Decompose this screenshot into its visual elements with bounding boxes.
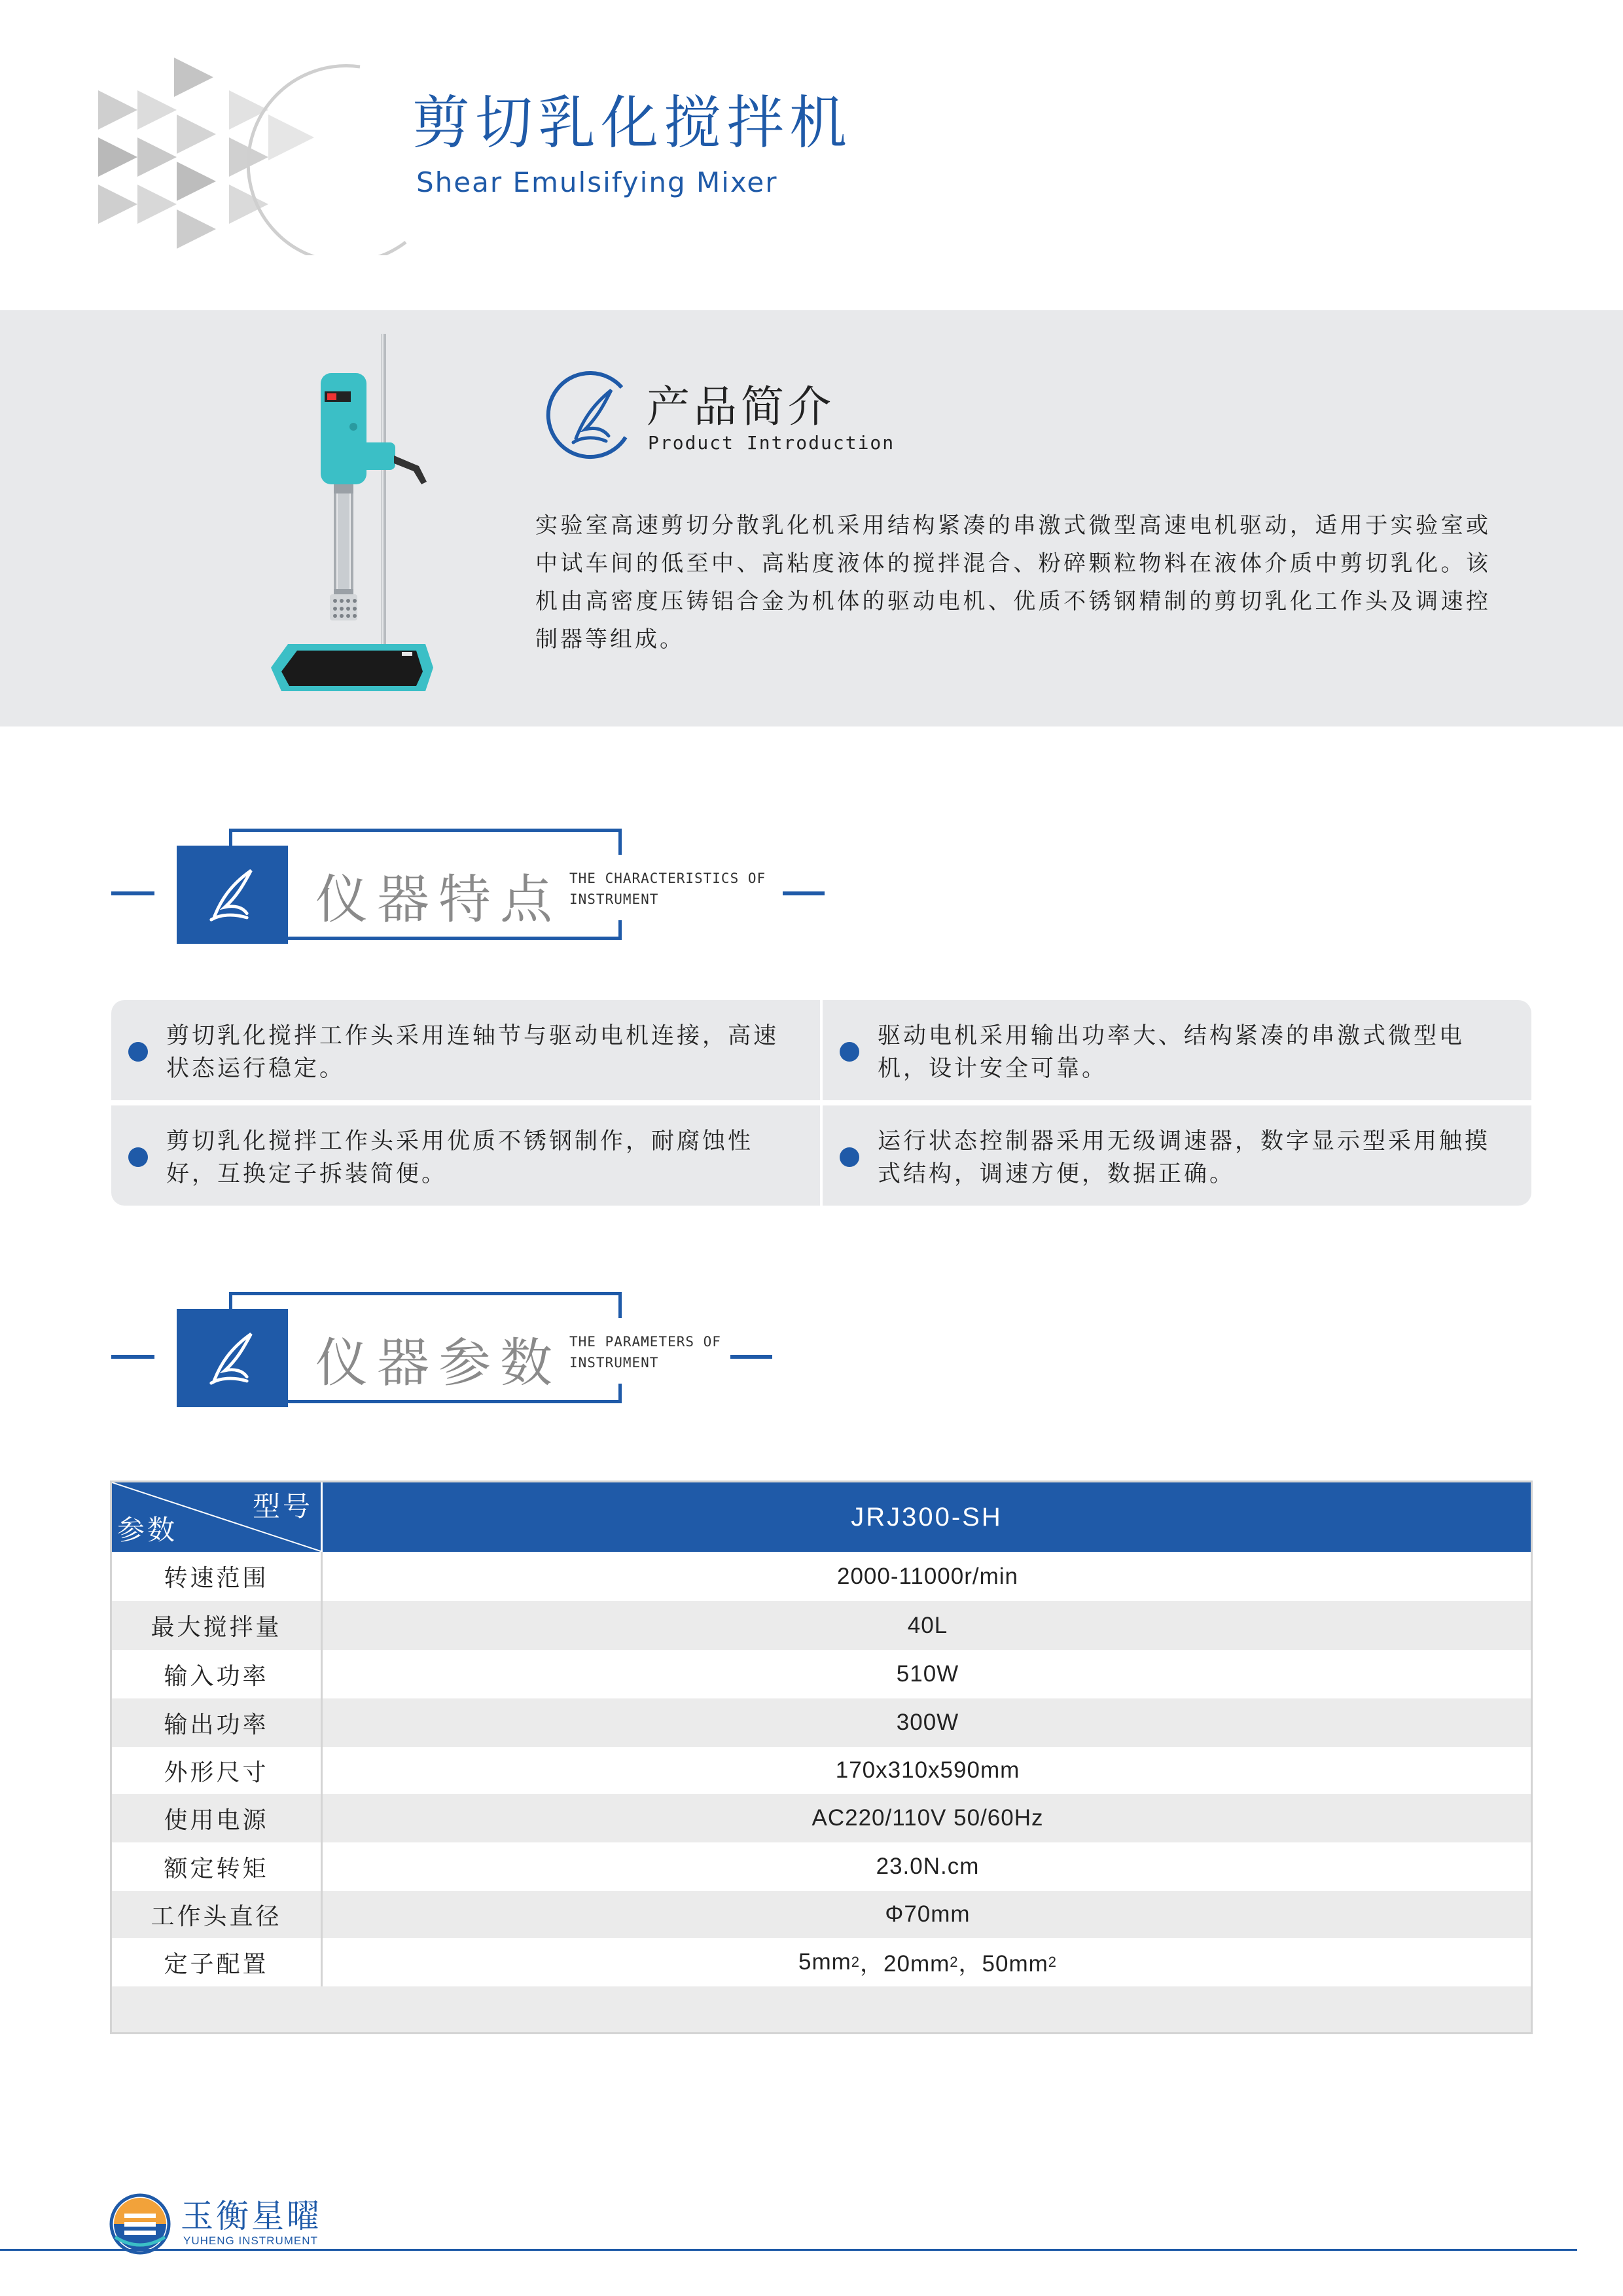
param-value: 510W bbox=[896, 1661, 959, 1687]
section-title: 仪器参数 bbox=[315, 1333, 562, 1393]
param-name: 使用电源 bbox=[112, 1794, 323, 1842]
feature-text: 驱动电机采用输出功率大、结构紧凑的串激式微型电机，设计安全可靠。 bbox=[878, 1023, 1465, 1082]
table-row-empty bbox=[112, 1986, 1531, 2032]
feature-text: 剪切乳化搅拌工作头采用连轴节与驱动电机连接，高速状态运行稳定。 bbox=[166, 1023, 779, 1082]
page-subtitle: Shear Emulsifying Mixer bbox=[416, 166, 778, 198]
table-row bbox=[112, 1938, 1531, 1986]
param-value: Φ70mm bbox=[885, 1901, 971, 1927]
intro-paragraph: 实验室高速剪切分散乳化机采用结构紧凑的串激式微型高速电机驱动，适用于实验室或中试车间的低至中、高粘度液体的搅拌混合、粉碎颗粒物料在液体介质中剪切乳化。该机由高密度压铸铝合金为机体的驱动电机、优质不锈钢精制的剪切乳化工作头及调速控制器等组成。 bbox=[535, 512, 1491, 653]
brand-name: 玉衡星曜 bbox=[181, 2197, 322, 2235]
header-triangle-decoration bbox=[98, 52, 425, 255]
bullet-icon bbox=[128, 1042, 148, 1062]
table-corner-cell bbox=[112, 1482, 323, 1552]
table-row bbox=[112, 1601, 1531, 1650]
param-value: 23.0N.cm bbox=[876, 1854, 980, 1879]
features-grid bbox=[111, 1000, 1531, 1208]
divider-left bbox=[111, 1355, 154, 1359]
param-name: 外形尺寸 bbox=[112, 1747, 323, 1794]
param-name: 工作头直径 bbox=[112, 1891, 323, 1938]
params-table bbox=[110, 1480, 1533, 2034]
section-badge bbox=[177, 1309, 288, 1407]
table-row bbox=[112, 1698, 1531, 1747]
table-header bbox=[112, 1482, 1531, 1552]
param-name: 最大搅拌量 bbox=[112, 1601, 323, 1650]
feature-item bbox=[823, 1105, 1531, 1206]
table-row bbox=[112, 1891, 1531, 1938]
corner-label-params: 参数 bbox=[117, 1514, 178, 1546]
feature-item bbox=[823, 1000, 1531, 1100]
param-value: 5mm 2 ，20mm 2 ，50mm 2 bbox=[798, 1949, 1058, 1977]
params-section-header bbox=[111, 1292, 831, 1423]
divider-right bbox=[783, 891, 825, 895]
param-value: 300W bbox=[896, 1710, 959, 1735]
param-value: AC220/110V 50/60Hz bbox=[812, 1805, 1044, 1831]
feature-text: 剪切乳化搅拌工作头采用优质不锈钢制作，耐腐蚀性好，互换定子拆装简便。 bbox=[166, 1128, 754, 1187]
feature-item bbox=[111, 1000, 820, 1100]
model-name: JRJ300-SH bbox=[851, 1503, 1003, 1532]
divider-right bbox=[730, 1355, 772, 1359]
features-section-header bbox=[111, 829, 831, 960]
section-title-en: THE CHARACTERISTICS OF INSTRUMENT bbox=[569, 868, 792, 910]
bullet-icon bbox=[840, 1042, 859, 1062]
param-name: 输出功率 bbox=[112, 1698, 323, 1747]
section-badge bbox=[177, 846, 288, 944]
table-row bbox=[112, 1794, 1531, 1842]
param-value: 2000-11000r/min bbox=[836, 1563, 1019, 1589]
footer-divider bbox=[0, 2249, 1577, 2251]
feature-item bbox=[111, 1105, 820, 1206]
section-title: 仪器特点 bbox=[315, 869, 562, 930]
page-title: 剪切乳化搅拌机 bbox=[412, 89, 853, 156]
bullet-icon bbox=[128, 1147, 148, 1167]
brand-logo-icon bbox=[107, 2191, 173, 2257]
quill-icon bbox=[192, 855, 271, 933]
param-name: 输入功率 bbox=[112, 1650, 323, 1698]
corner-label-model: 型号 bbox=[252, 1490, 313, 1522]
product-image bbox=[262, 327, 445, 700]
table-row bbox=[112, 1842, 1531, 1891]
param-name: 转速范围 bbox=[112, 1552, 323, 1601]
param-value: 170x310x590mm bbox=[835, 1757, 1020, 1783]
brand-name-en: YUHENG INSTRUMENT bbox=[183, 2234, 318, 2247]
table-row bbox=[112, 1650, 1531, 1698]
param-name: 额定转矩 bbox=[112, 1842, 323, 1891]
table-row bbox=[112, 1747, 1531, 1794]
intro-heading: 产品简介 bbox=[647, 382, 835, 432]
intro-quill-icon bbox=[543, 365, 641, 463]
divider-left bbox=[111, 891, 154, 895]
bullet-icon bbox=[840, 1147, 859, 1167]
table-row bbox=[112, 1552, 1531, 1601]
param-value: 40L bbox=[907, 1612, 948, 1638]
quill-icon bbox=[192, 1318, 271, 1397]
section-title-en: THE PARAMETERS OF INSTRUMENT bbox=[569, 1331, 733, 1373]
param-name: 定子配置 bbox=[112, 1938, 323, 1986]
intro-heading-en: Product Introduction bbox=[648, 432, 895, 454]
feature-text: 运行状态控制器采用无级调速器，数字显示型采用触摸式结构，调速方便，数据正确。 bbox=[878, 1128, 1491, 1187]
